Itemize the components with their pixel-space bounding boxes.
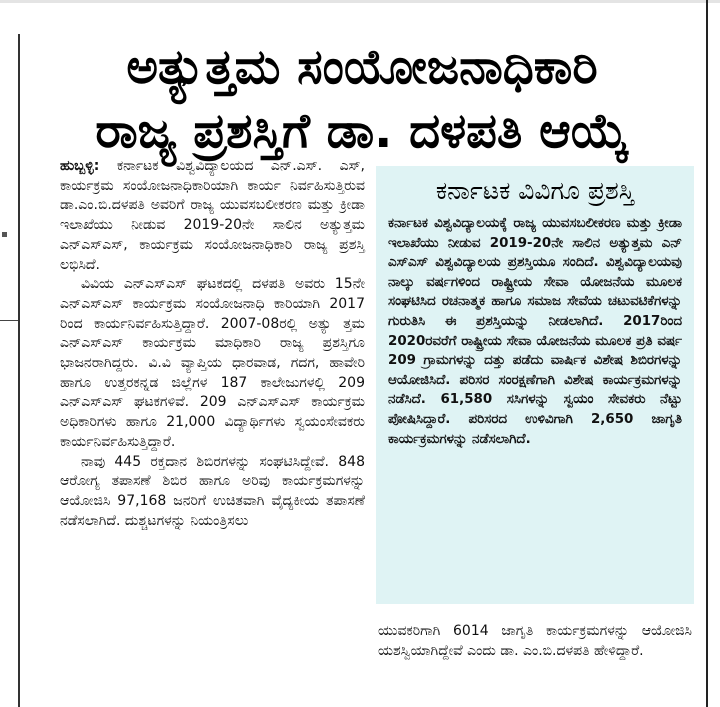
top-rule	[0, 0, 720, 3]
right-frame-rule	[706, 0, 708, 707]
headline	[22, 38, 702, 160]
article-paragraph-3: ನಾವು 445 ರಕ್ತದಾನ ಶಿಬಿರಗಳನ್ನು ಸಂಘಟಿಸಿದ್ದೇವೆ. 848 ಆರೋಗ್ಯ ತಪಾಸಣೆ ಶಿಬಿರ ಹಾಗೂ ಅರಿವು ಕಾರ್ಯಕ್ರಮಗಳನ್ನು ಆಯೋಜಿಸಿ 97,168 ಜನರಿಗೆ ಉಚಿತವಾಗಿ ವೈದ್ಯಕೀಯ ತಪಾಸಣೆ ನಡೆಸಲಾಗಿದೆ. ದುಶ್ಚಟಗಳನ್ನು ನಿಯಂತ್ರಿಸಲು	[60, 453, 365, 529]
article-right-column	[378, 622, 692, 661]
left-edge-tick	[2, 232, 7, 237]
article-left-column	[60, 157, 365, 531]
left-column-rule	[18, 34, 20, 707]
article-paragraph-1	[60, 157, 365, 275]
sidebar-box	[376, 166, 694, 604]
headline-line-2: ರಾಜ್ಯ ಪ್ರಶಸ್ತಿಗೆ ಡಾ. ದಳಪತಿ ಆಯ್ಕೆ	[95, 103, 629, 159]
sidebar-box-title: ಕರ್ನಾಟಕ ವಿವಿಗೂ ಪ್ರಶಸ್ತಿ	[435, 176, 635, 205]
headline-line-1: ಅತ್ಯುತ್ತಮ ಸಂಯೋಜನಾಧಿಕಾರಿ	[126, 39, 598, 95]
article-closing-paragraph: ಯುವಕರಿಗಾಗಿ 6014 ಜಾಗೃತಿ ಕಾರ್ಯಕ್ರಮಗಳನ್ನು ಆಯೋಜಿಸಿ ಯಶಸ್ವಿಯಾಗಿದ್ದೇವೆ ಎಂದು ಡಾ. ಎಂ.ಬಿ.ದಳಪತಿ ಹೇಳಿದ್ದಾರೆ.	[378, 623, 692, 659]
paragraph-1-text: ಕರ್ನಾಟಕ ವಿಶ್ವವಿದ್ಯಾಲಯದ ಎನ್.ಎಸ್. ಎಸ್, ಕಾರ್ಯಕ್ರಮ ಸಂಯೋಜನಾಧಿಕಾರಿಯಾಗಿ ಕಾರ್ಯ ನಿರ್ವಹಿಸುತ್ತಿರುವ ಡಾ.ಎಂ.ಬಿ.ದಳಪತಿ ಅವರಿಗೆ ರಾಜ್ಯ ಯುವಸಬಲೀಕರಣ ಮತ್ತು ಕ್ರೀಡಾ ಇಲಾಖೆಯು ನೀಡುವ 2019-20ನೇ ಸಾಲಿನ ಅತ್ಯುತ್ತಮ ಎನ್ಎಸ್ಎಸ್, ಕಾರ್ಯಕ್ರಮ ಸಂಯೋಜನಾಧಿಕಾರಿ ರಾಜ್ಯ ಪ್ರಶಸ್ತಿ ಲಭಿಸಿದೆ.	[60, 158, 365, 273]
dateline: ಹುಬ್ಬಳ್ಳಿ:	[60, 158, 100, 174]
left-edge-rule	[0, 320, 18, 321]
sidebar-box-body: ಕರ್ನಾಟಕ ವಿಶ್ವವಿದ್ಯಾಲಯಕ್ಕೆ ರಾಜ್ಯ ಯುವಸಬಲೀಕರಣ ಮತ್ತು ಕ್ರೀಡಾ ಇಲಾಖೆಯು ನೀಡುವ 2019-20ನೇ ಸಾಲಿನ ಅತ್ಯುತ್ತಮ ಎನ್ ಎಸ್ಎಸ್ ವಿಶ್ವವಿದ್ಯಾಲಯ ಪ್ರಶಸ್ತಿಯೂ ಸಂದಿದೆ. ವಿಶ್ವವಿದ್ಯಾಲಯವು ನಾಲ್ಕು ವರ್ಷಗಳಿಂದ ರಾಷ್ಟ್ರೀಯ ಸೇವಾ ಯೋಜನೆಯ ಮೂಲಕ ಸಂಘಟಿಸಿದ ರಚನಾತ್ಮಕ ಹಾಗೂ ಸಮಾಜ ಸೇವೆಯ ಚಟುವಟಿಕೆಗಳನ್ನು ಗುರುತಿಸಿ ಈ ಪ್ರಶಸ್ತಿಯನ್ನು ನೀಡಲಾಗಿದೆ. 2017ರಿಂದ 2020ರವರೆಗೆ ರಾಷ್ಟ್ರೀಯ ಸೇವಾ ಯೋಜನೆಯ ಮೂಲಕ ಪ್ರತಿ ವರ್ಷ 209 ಗ್ರಾಮಗಳನ್ನು ದತ್ತು ಪಡೆದು ವಾರ್ಷಿಕ ವಿಶೇಷ ಶಿಬಿರಗಳನ್ನು ಆಯೋಜಿಸಿದೆ. ಪರಿಸರ ಸಂರಕ್ಷಣೆಗಾಗಿ ವಿಶೇಷ ಕಾರ್ಯಕ್ರಮಗಳನ್ನು ನಡೆಸಿದೆ. 61,580 ಸಸಿಗಳನ್ನು ಸ್ವಯಂ ಸೇವಕರು ನೆಟ್ಟು ಪೋಷಿಸಿದ್ದಾರೆ. ಪರಿಸರದ ಉಳಿವಿಗಾಗಿ 2,650 ಜಾಗೃತಿ ಕಾರ್ಯಕ್ರಮಗಳನ್ನು ನಡೆಸಲಾಗಿದೆ.	[388, 216, 682, 447]
article-paragraph-2: ವಿವಿಯ ಎನ್ಎಸ್ಎಸ್ ಘಟಕದಲ್ಲಿ ದಳಪತಿ ಅವರು 15ನೇ ಎನ್ಎಸ್ಎಸ್ ಕಾರ್ಯಕ್ರಮ ಸಂಯೋಜನಾಧಿ ಕಾರಿಯಾಗಿ 2017 ರಿಂದ ಕಾರ್ಯನಿರ್ವಹಿಸುತ್ತಿದ್ದಾರೆ. 2007-08ರಲ್ಲಿ ಅತ್ಯು ತ್ತಮ ಎನ್ಎಸ್ಎಸ್ ಕಾರ್ಯಕ್ರಮ ಮಾಧಿಕಾರಿ ರಾಜ್ಯ ಪ್ರಶಸ್ತಿಗೂ ಭಾಜನರಾಗಿದ್ದರು. ವಿ.ವಿ ವ್ಯಾಪ್ತಿಯ ಧಾರವಾಡ, ಗದಗ, ಹಾವೇರಿ ಹಾಗೂ ಉತ್ತರಕನ್ನಡ ಜಿಲ್ಲೆಗಳ 187 ಕಾಲೇಜುಗಳಲ್ಲಿ 209 ಎನ್ಎಸ್ಎಸ್ ಘಟಕಗಳಿವೆ. 209 ಎನ್ಎಸ್ಎಸ್ ಕಾರ್ಯಕ್ರಮ ಅಧಿಕಾರಿಗಳು ಹಾಗೂ 21,000 ವಿದ್ಯಾರ್ಥಿಗಳು ಸ್ವಯಂಸೇವಕರು ಕಾರ್ಯನಿರ್ವಹಿಸುತ್ತಿದ್ದಾರೆ.	[60, 276, 365, 450]
